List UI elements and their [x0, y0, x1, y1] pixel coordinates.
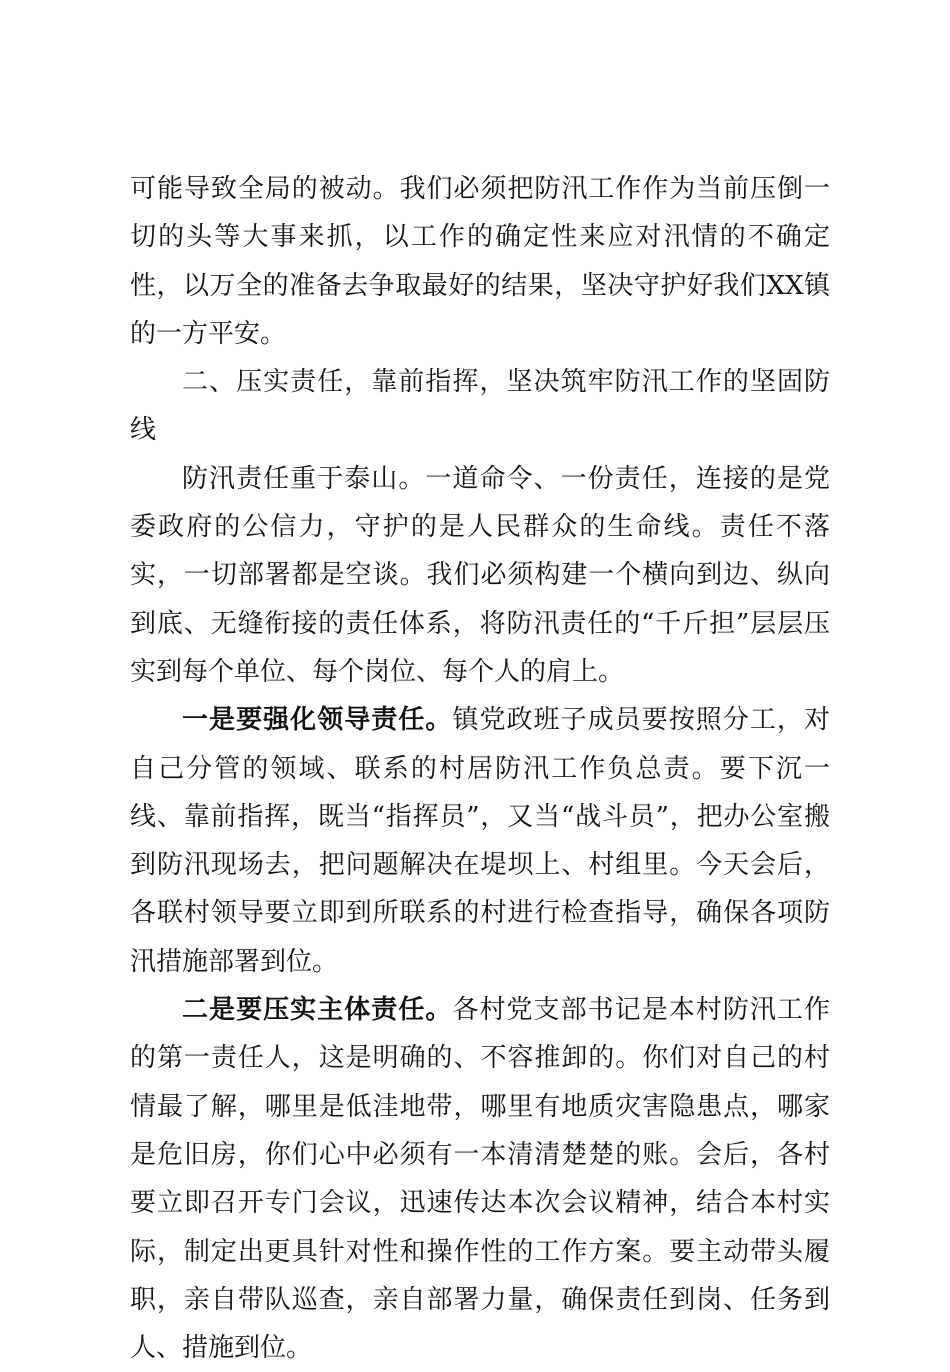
document-body [130, 165, 830, 1372]
paragraph-leadership-responsibility [130, 696, 830, 986]
paragraph-responsibility-intro: 防汛责任重于泰山。一道命令、一份责任，连接的是党委政府的公信力，守护的是人民群众的生命线。责任不落实，一切部署都是空谈。我们必须构建一个横向到边、纵向到底、无缝衔接的责任体系，将防汛责任的“千斤担”层层压实到每个单位、每个岗位、每个人的肩上。 [130, 463, 830, 687]
paragraph-body-text: 镇党政班子成员要按照分工，对自己分管的领域、联系的村居防汛工作负总责。要下沉一线、靠前指挥，既当“指挥员”，又当“战斗员”，把办公室搬到防汛现场去，把问题解决在堤坝上、村组里。今天会后，各联村领导要立即到所联系的村进行检查指导，确保各项防汛措施部署到位。 [130, 705, 830, 977]
paragraph-body-text: 各村党支部书记是本村防汛工作的第一责任人，这是明确的、不容推卸的。你们对自己的村情最了解，哪里是低洼地带，哪里有地质灾害隐患点，哪家是危旧房，你们心中必须有一本清清楚楚的账。会后，各村要立即召开专门会议，迅速传达本次会议精神，结合本村实际，制定出更具针对性和操作性的工作方案。要主动带头履职，亲自带队巡查，亲自部署力量，确保责任到岗、任务到人、措施到位。 [130, 995, 830, 1364]
paragraph-lead-text: 二是要压实主体责任。 [182, 995, 453, 1026]
paragraph-main-responsibility [130, 986, 830, 1372]
paragraph-lead-text: 一是要强化领导责任。 [182, 705, 453, 736]
section-heading: 二、压实责任，靠前指挥，坚决筑牢防汛工作的坚固防线 [130, 367, 830, 446]
paragraph-continued: 可能导致全局的被动。我们必须把防汛工作作为当前压倒一切的头等大事来抓，以工作的确定性来应对汛情的不确定性，以万全的准备去争取最好的结果，坚决守护好我们XX镇的一方平安。 [130, 174, 830, 349]
